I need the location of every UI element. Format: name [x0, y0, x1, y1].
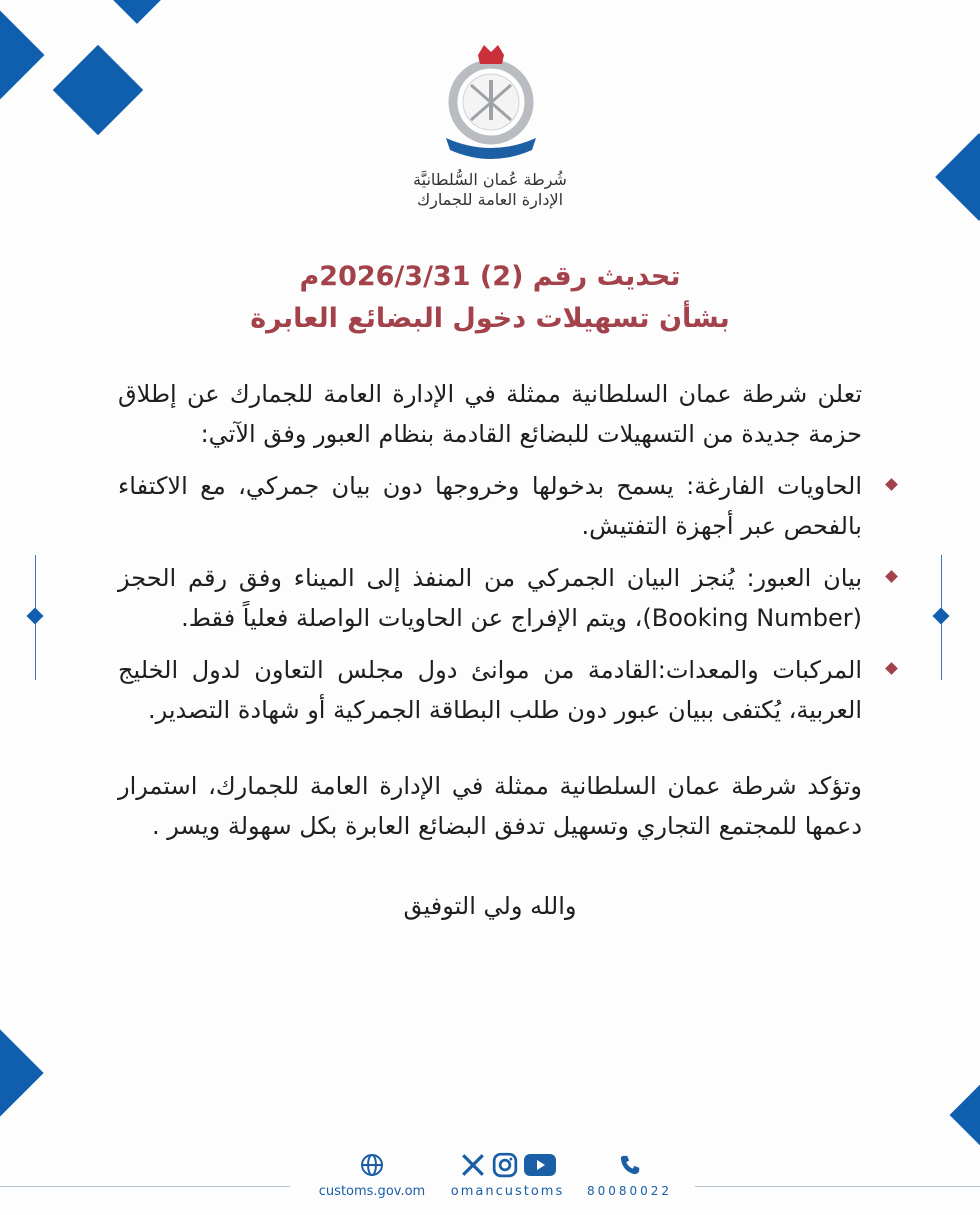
- announcement-body: [118, 374, 862, 926]
- title-line-2: بشأن تسهيلات دخول البضائع العابرة: [250, 303, 730, 334]
- organization-name: [380, 170, 600, 210]
- decor-diamond: [110, 0, 164, 24]
- intro-paragraph: تعلن شرطة عمان السلطانية ممثلة في الإدارة العامة للجمارك عن إطلاق حزمة جديدة من التسهيلات للبضائع القادمة بنظام العبور وفق الآتي:: [118, 380, 862, 448]
- decor-dot: [27, 608, 44, 625]
- decor-dot: [933, 608, 950, 625]
- phone-number: 80080022: [586, 1184, 673, 1198]
- bullet-text: بيان العبور: يُنجز البيان الجمركي من المنفذ إلى الميناء وفق رقم الحجز (Booking Number)، ويتم الإفراج عن الحاويات الواصلة فعلياً فقط.: [118, 564, 862, 632]
- phone-icon: [619, 1154, 641, 1176]
- bullet-item: [118, 466, 862, 546]
- bullet-diamond-icon: [885, 570, 898, 583]
- royal-oman-police-emblem: [436, 40, 546, 165]
- website-text: customs.gov.om: [318, 1184, 426, 1199]
- decor-diamond: [935, 133, 980, 221]
- announcement-title: [100, 256, 880, 340]
- conclusion-paragraph: وتؤكد شرطة عمان السلطانية ممثلة في الإدارة العامة للجمارك، استمرار دعمها للمجتمع التجاري وتسهيل تدفق البضائع العابرة بكل سهولة ويسر .: [118, 772, 862, 840]
- bullet-diamond-icon: [885, 662, 898, 675]
- title-line-1: تحديث رقم (2) 2026/3/31م: [299, 261, 681, 292]
- social-handle: omancustoms: [450, 1184, 565, 1199]
- social-links[interactable]: [440, 1150, 575, 1199]
- x-icon[interactable]: [460, 1152, 486, 1178]
- bullet-text: المركبات والمعدات:القادمة من موانئ دول مجلس التعاون لدول الخليج العربية، يُكتفى ببيان عبور دون طلب البطاقة الجمركية أو شهادة التصدير.: [118, 656, 862, 724]
- org-line-1: شُرطة عُمان السُّلطانيَّة: [413, 170, 567, 189]
- decor-diamond: [53, 45, 144, 136]
- bullet-text: الحاويات الفارغة: يسمح بدخولها وخروجها دون بيان جمركي، مع الاكتفاء بالفحص عبر أجهزة التفتيش.: [118, 472, 862, 540]
- footer-divider: [695, 1186, 980, 1187]
- website-link[interactable]: [312, 1150, 432, 1199]
- footer-divider: [0, 1186, 290, 1187]
- decor-diamond: [0, 6, 44, 105]
- footer: [0, 1150, 980, 1210]
- instagram-icon[interactable]: [492, 1152, 518, 1178]
- bullet-item: [118, 558, 862, 638]
- bullet-item: [118, 650, 862, 730]
- phone-link[interactable]: [582, 1150, 677, 1198]
- org-line-2: الإدارة العامة للجمارك: [416, 190, 564, 209]
- globe-icon: [360, 1153, 384, 1177]
- decor-diamond: [0, 1026, 44, 1119]
- youtube-icon[interactable]: [524, 1153, 556, 1177]
- closing-line: والله ولي التوفيق: [403, 892, 577, 920]
- decor-diamond: [950, 1073, 980, 1158]
- bullet-diamond-icon: [885, 478, 898, 491]
